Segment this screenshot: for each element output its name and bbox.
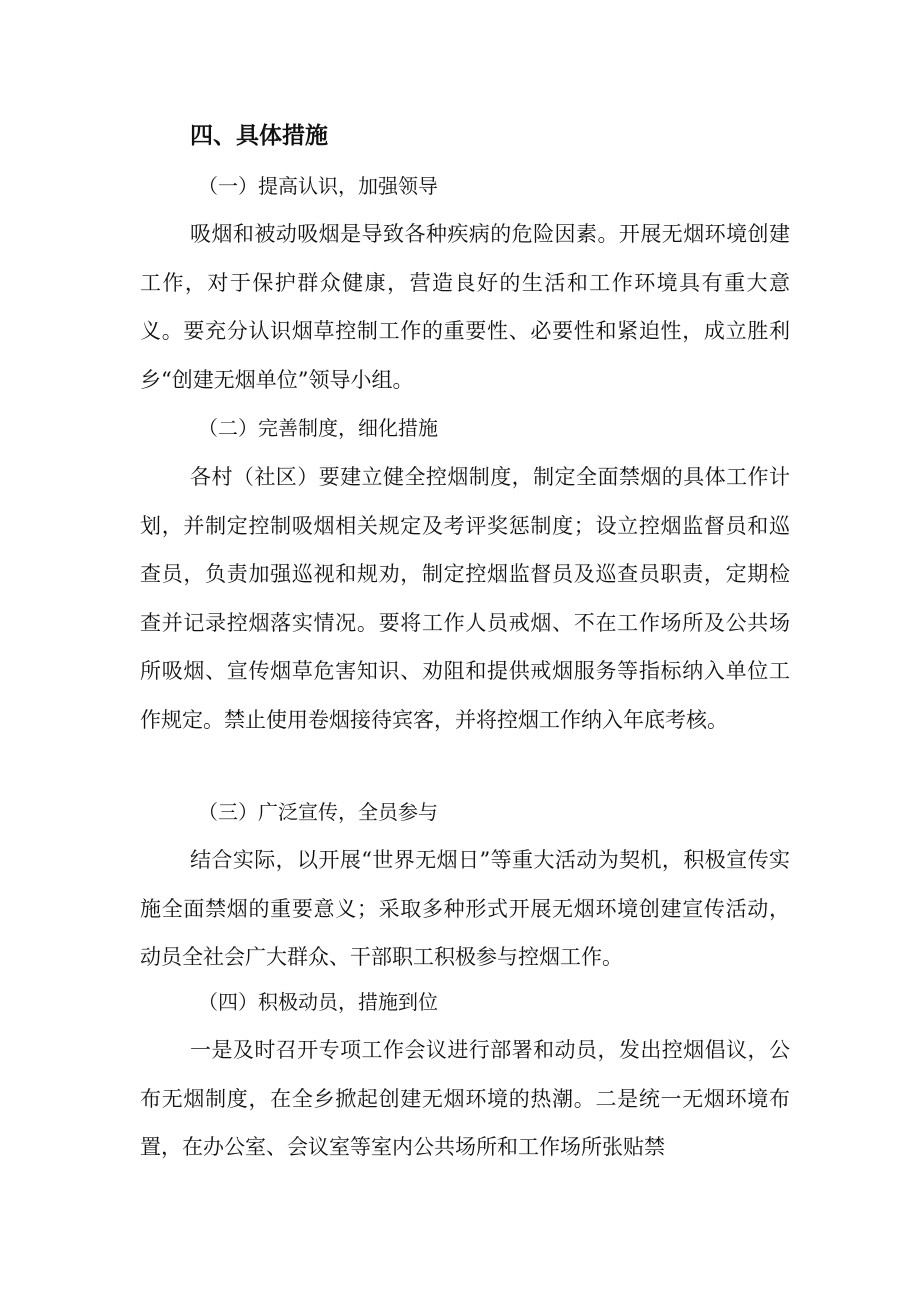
- subsection-paragraph-3: 结合实际，以开展“世界无烟日”等重大活动为契机，积极宣传实施全面禁烟的重要意义；采取多种形式开展无烟环境创建宣传活动，动员全社会广大群众、干部职工积极参与控烟工作。: [140, 848, 790, 970]
- subsection-heading-1: （一）提高认识，加强领导: [198, 174, 438, 198]
- subsection-heading-3: （三）广泛宣传，全员参与: [198, 800, 438, 824]
- section-title: 四、具体措施: [190, 123, 328, 149]
- subsection-heading-4: （四）积极动员，措施到位: [198, 990, 438, 1014]
- subsection-paragraph-1: 吸烟和被动吸烟是导致各种疾病的危险因素。开展无烟环境创建工作，对于保护群众健康，营造良好的生活和工作环境具有重大意义。要充分认识烟草控制工作的重要性、必要性和紧迫性，成立胜利乡“创建无烟单位”领导小组。: [140, 222, 790, 392]
- subsection-paragraph-4: 一是及时召开专项工作会议进行部署和动员，发出控烟倡议，公布无烟制度，在全乡掀起创建无烟环境的热潮。二是统一无烟环境布置，在办公室、会议室等室内公共场所和工作场所张贴禁: [140, 1038, 790, 1160]
- subsection-heading-2: （二）完善制度，细化措施: [198, 416, 438, 440]
- subsection-paragraph-2: 各村（社区）要建立健全控烟制度，制定全面禁烟的具体工作计划，并制定控制吸烟相关规定及考评奖惩制度；设立控烟监督员和巡查员，负责加强巡视和规劝，制定控烟监督员及巡查员职责，定期检查并记录控烟落实情况。要将工作人员戒烟、不在工作场所及公共场所吸烟、宣传烟草危害知识、劝阻和提供戒烟服务等指标纳入单位工作规定。禁止使用卷烟接待宾客，并将控烟工作纳入年底考核。: [140, 465, 790, 732]
